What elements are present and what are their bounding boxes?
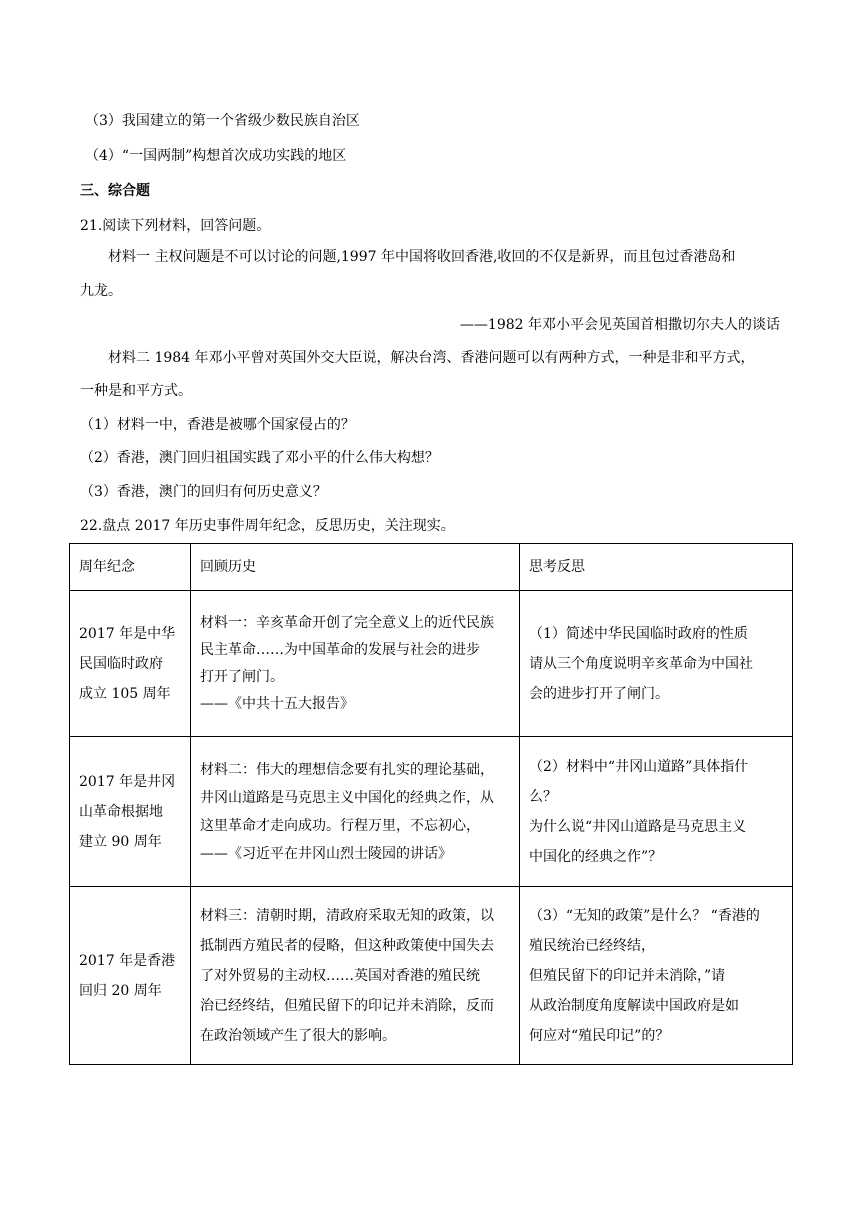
cell-text: 回归 20 周年 — [79, 982, 162, 999]
material-1-line-2: 九龙。 — [80, 283, 122, 299]
question-21-3: （3）香港，澳门的回归有何历史意义？ — [80, 484, 327, 500]
reflection-cell — [520, 887, 793, 1065]
cell-text: 请从三个角度说明辛亥革命为中国社 — [529, 655, 753, 672]
table-row — [70, 591, 793, 737]
cell-text: （2）材料中“井冈山道路”具体指什 — [529, 758, 749, 775]
cell-text: 井冈山道路是马克思主义中国化的经典之作，从 — [200, 789, 494, 806]
question-22-title: 22.盘点 2017 年历史事件周年纪念，反思历史，关注现实。 — [80, 518, 455, 534]
cell-text: 建立 90 周年 — [79, 833, 162, 850]
cell-text: 2017 年是香港 — [79, 952, 176, 969]
cell-text: 打开了闸门。 — [200, 668, 284, 685]
question-20-4: （4）“一国两制”构想首次成功实践的地区 — [85, 148, 347, 164]
cell-text: 成立 105 周年 — [79, 685, 171, 702]
reflection-cell — [520, 737, 793, 887]
reflection-cell — [520, 591, 793, 737]
header-reflection: 思考反思 — [520, 544, 793, 591]
material-1-source: ——1982 年邓小平会见英国首相撒切尔夫人的谈话 — [459, 317, 780, 333]
cell-text: 这里革命才走向成功。行程万里，不忘初心， — [200, 817, 480, 834]
anniversary-cell — [70, 887, 191, 1065]
material-2-line-2: 一种是和平方式。 — [80, 383, 192, 399]
header-history: 回顾历史 — [191, 544, 520, 591]
question-20-3: （3）我国建立的第一个省级少数民族自治区 — [85, 113, 360, 129]
cell-text: 材料二：伟大的理想信念要有扎实的理论基础， — [200, 761, 494, 778]
cell-text: 山革命根据地 — [79, 803, 163, 820]
table-header-row — [70, 544, 793, 591]
cell-text: 在政治领域产生了很大的影响。 — [200, 1027, 396, 1044]
cell-text: 民国临时政府 — [79, 655, 163, 672]
cell-text: 2017 年是中华 — [79, 625, 176, 642]
material-1-line-1: 材料一 主权问题是不可以讨论的问题,1997 年中国将收回香港,收回的不仅是新界，而且包过香港岛和 — [108, 249, 736, 265]
cell-text: 材料三：清朝时期，清政府采取无知的政策，以 — [200, 907, 494, 924]
question-21-1: （1）材料一中，香港是被哪个国家侵占的？ — [80, 417, 355, 433]
cell-text: 中国化的经典之作”？ — [529, 848, 663, 865]
header-anniversary: 周年纪念 — [70, 544, 191, 591]
table-row — [70, 887, 793, 1065]
cell-text: 抵制西方殖民者的侵略，但这种政策使中国失去 — [200, 937, 494, 954]
history-source: ——《中共十五大报告》 — [200, 695, 354, 712]
cell-text: （1）简述中华民国临时政府的性质 — [529, 625, 748, 642]
cell-text: 殖民统治已经终结， — [529, 937, 655, 954]
history-source: ——《习近平在井冈山烈士陵园的讲话》 — [200, 845, 452, 862]
question-21-2: （2）香港，澳门回归祖国实践了邓小平的什么伟大构想？ — [80, 450, 439, 466]
question-21-title: 21.阅读下列材料，回答问题。 — [80, 218, 271, 234]
material-2-line-1: 材料二 1984 年邓小平曾对英国外交大臣说，解决台湾、香港问题可以有两种方式，一种是非和平方式， — [108, 350, 755, 366]
cell-text: 从政治制度角度解读中国政府是如 — [529, 997, 739, 1014]
cell-text: 何应对“殖民印记”的？ — [529, 1027, 670, 1044]
history-cell — [191, 737, 520, 887]
cell-text: 材料一：辛亥革命开创了完全意义上的近代民族 — [200, 614, 494, 631]
cell-text: 民主革命……为中国革命的发展与社会的进步 — [200, 641, 480, 658]
anniversary-cell — [70, 737, 191, 887]
anniversary-table — [69, 543, 793, 1065]
history-cell — [191, 591, 520, 737]
table-row — [70, 737, 793, 887]
history-cell — [191, 887, 520, 1065]
cell-text: （3）“无知的政策”是什么？ “香港的 — [529, 907, 760, 924]
cell-text: 会的进步打开了闸门。 — [529, 685, 669, 702]
cell-text: 了对外贸易的主动权……英国对香港的殖民统 — [200, 967, 480, 984]
anniversary-cell — [70, 591, 191, 737]
cell-text: 么？ — [529, 788, 557, 805]
section-heading-3: 三、综合题 — [80, 183, 150, 199]
cell-text: 2017 年是井冈 — [79, 773, 176, 790]
cell-text: 为什么说“井冈山道路是马克思主义 — [529, 818, 747, 835]
cell-text: 但殖民留下的印记并未消除，”请 — [529, 967, 726, 984]
cell-text: 治已经终结，但殖民留下的印记并未消除，反而 — [200, 997, 494, 1014]
